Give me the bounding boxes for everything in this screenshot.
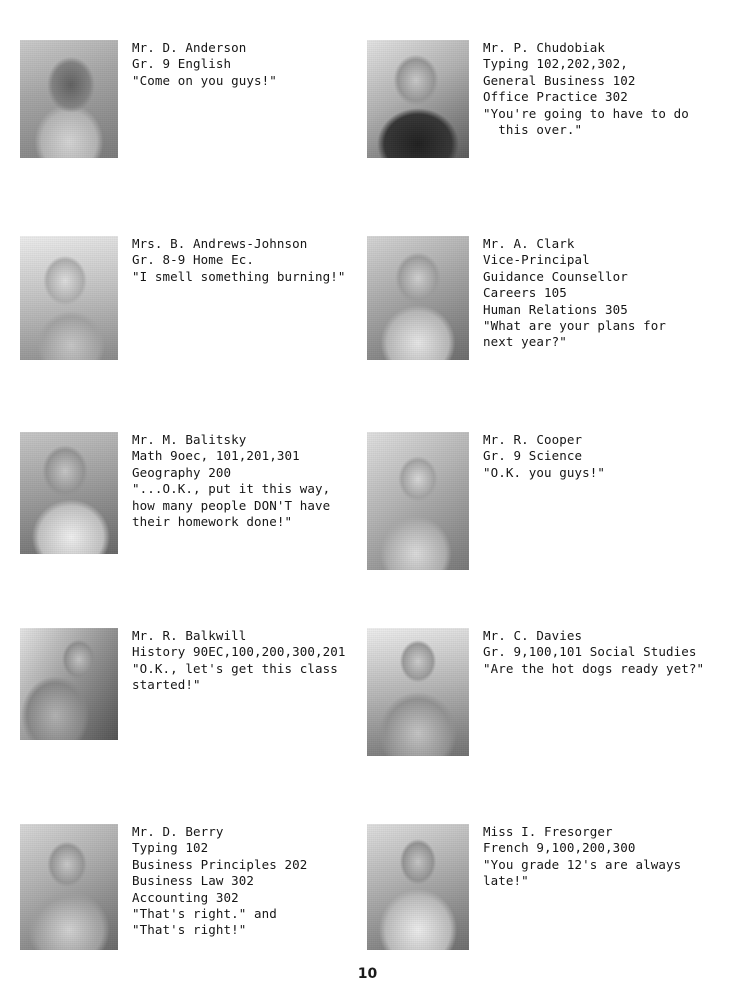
staff-caption-line: "O.K. you guys!"	[483, 464, 606, 480]
staff-name: Miss I. Fresorger	[483, 824, 613, 839]
teacher-photo-d-anderson	[20, 40, 118, 158]
staff-caption-line: Careers 105	[483, 285, 567, 301]
staff-entry	[367, 40, 714, 236]
staff-caption-line: "Are the hot dogs ready yet?"	[483, 660, 705, 676]
staff-caption-line: Business Law 302	[132, 873, 255, 889]
staff-caption-line: "That's right." and	[132, 906, 277, 922]
staff-caption-line: Business Principles 202	[132, 856, 308, 872]
staff-caption	[132, 236, 346, 285]
staff-entry	[367, 432, 714, 628]
teacher-photo-a-clark	[367, 236, 469, 360]
staff-caption-line: Accounting 302	[132, 889, 239, 905]
staff-caption	[483, 40, 689, 138]
staff-caption-line: started!"	[132, 677, 201, 693]
staff-caption-line: "...O.K., put it this way,	[132, 481, 331, 497]
staff-caption-line: Guidance Counsellor	[483, 268, 628, 284]
staff-caption	[483, 432, 605, 481]
photo-grain	[20, 824, 118, 950]
photo-grain	[367, 432, 469, 570]
staff-name: Mr. R. Cooper	[483, 432, 583, 447]
staff-caption	[483, 628, 704, 677]
staff-caption-line: Vice-Principal	[483, 252, 590, 268]
staff-name: Mr. A. Clark	[483, 236, 575, 251]
staff-entry-grid	[20, 40, 715, 999]
staff-name: Mr. P. Chudobiak	[483, 40, 606, 55]
photo-grain	[20, 40, 118, 158]
staff-caption-line: how many people DON'T have	[132, 497, 331, 513]
staff-caption-line: "What are your plans for	[483, 318, 667, 334]
staff-caption-line: "You grade 12's are always	[483, 856, 682, 872]
photo-grain	[20, 236, 118, 360]
staff-name: Mrs. B. Andrews-Johnson	[132, 236, 308, 251]
photo-grain	[367, 628, 469, 756]
staff-name: Mr. M. Balitsky	[132, 432, 247, 447]
staff-caption-line: Human Relations 305	[483, 301, 628, 317]
staff-entry	[20, 432, 367, 628]
staff-name: Mr. D. Berry	[132, 824, 224, 839]
staff-caption-line: French 9,100,200,300	[483, 840, 636, 856]
teacher-photo-i-fresorger	[367, 824, 469, 950]
staff-caption-line: "Come on you guys!"	[132, 72, 277, 88]
staff-caption-line: their homework done!"	[132, 514, 293, 530]
staff-caption-line: Geography 200	[132, 464, 232, 480]
staff-caption	[483, 824, 681, 890]
staff-caption	[132, 824, 307, 939]
staff-caption	[132, 628, 346, 694]
staff-caption-line: Typing 102,202,302,	[483, 56, 628, 72]
teacher-photo-m-balitsky	[20, 432, 118, 554]
staff-caption-line: Office Practice 302	[483, 89, 628, 105]
staff-caption-line: "O.K., let's get this class	[132, 660, 338, 676]
photo-grain	[367, 40, 469, 158]
staff-caption	[483, 236, 666, 351]
photo-grain	[20, 432, 118, 554]
staff-caption-line: "That's right!"	[132, 922, 247, 938]
page-number: 10	[357, 966, 378, 982]
photo-grain	[367, 236, 469, 360]
staff-name: Mr. D. Anderson	[132, 40, 247, 55]
staff-entry	[20, 628, 367, 824]
staff-caption-line: Gr. 9,100,101 Social Studies	[483, 644, 697, 660]
staff-caption-line: History 90EC,100,200,300,201	[132, 644, 346, 660]
teacher-photo-r-balkwill	[20, 628, 118, 740]
staff-caption-line: Gr. 9 English	[132, 56, 232, 72]
teacher-photo-r-cooper	[367, 432, 469, 570]
staff-caption-line: "I smell something burning!"	[132, 268, 346, 284]
teacher-photo-p-chudobiak	[367, 40, 469, 158]
staff-caption-line: "You're going to have to do	[483, 105, 689, 121]
staff-name: Mr. R. Balkwill	[132, 628, 247, 643]
staff-entry	[20, 40, 367, 236]
teacher-photo-d-berry	[20, 824, 118, 950]
staff-caption-line: next year?"	[483, 334, 567, 350]
staff-entry	[367, 628, 714, 824]
staff-caption-line: Gr. 8-9 Home Ec.	[132, 252, 255, 268]
staff-caption-line: Math 9oec, 101,201,301	[132, 448, 300, 464]
photo-grain	[20, 628, 118, 740]
teacher-photo-c-davies	[367, 628, 469, 756]
staff-caption-line: Typing 102	[132, 840, 209, 856]
teacher-photo-b-andrews-johnson	[20, 236, 118, 360]
staff-caption-line: Gr. 9 Science	[483, 448, 583, 464]
staff-caption-line: General Business 102	[483, 72, 636, 88]
staff-caption-line: late!"	[483, 873, 529, 889]
staff-entry	[367, 236, 714, 432]
staff-caption	[132, 432, 330, 530]
photo-grain	[367, 824, 469, 950]
staff-caption	[132, 40, 277, 89]
staff-entry	[20, 236, 367, 432]
staff-caption-line: this over."	[483, 122, 583, 138]
staff-name: Mr. C. Davies	[483, 628, 583, 643]
